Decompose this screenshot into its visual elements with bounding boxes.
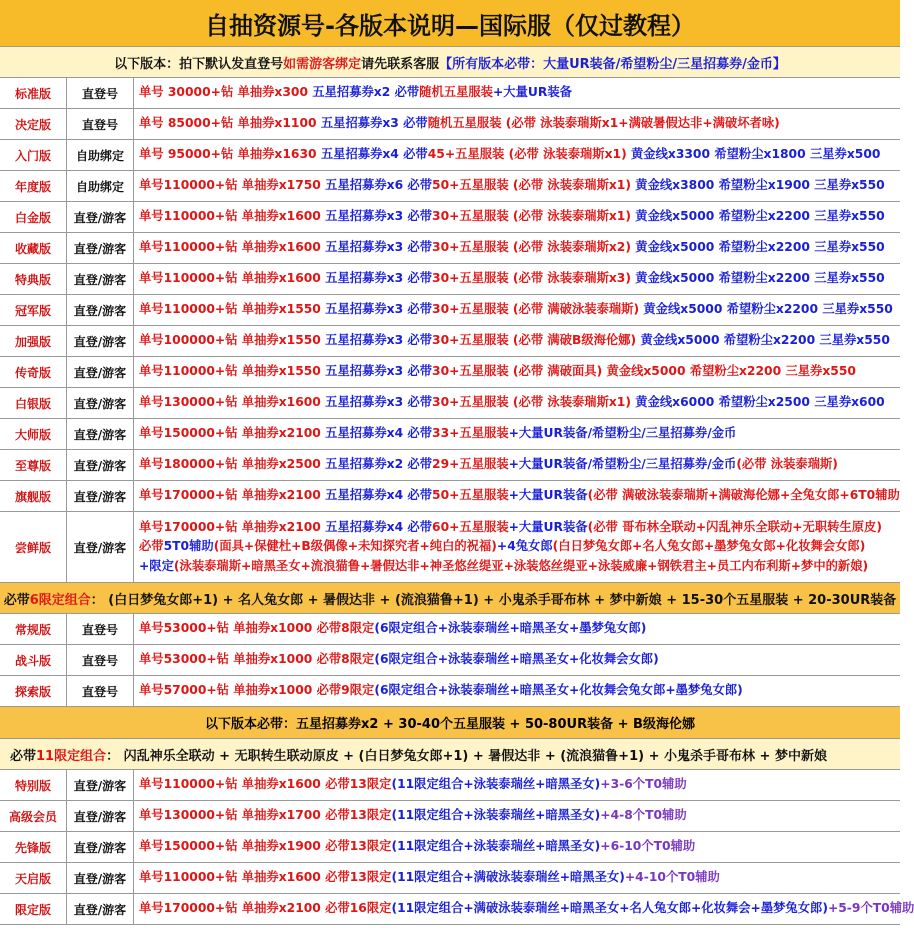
- version-row: [0, 512, 900, 583]
- version-name: 旗舰版: [0, 481, 67, 511]
- version-description: [134, 419, 900, 449]
- text-segment: +4-8个T0辅助: [600, 808, 687, 823]
- text-segment: 单号150000+钻 单抽券x2100: [139, 426, 326, 441]
- version-name: 大师版: [0, 419, 67, 449]
- text-segment: 五星招募券x4 必带: [325, 488, 433, 503]
- text-segment: 50+五星服装 (必带 泳装泰瑞斯x1): [432, 178, 636, 193]
- text-segment: 五星招募券x3 必带: [325, 209, 433, 224]
- version-row: [0, 109, 900, 140]
- text-segment: (白日梦兔女郎+名人兔女郎+墨梦兔女郎+化妆舞会女郎): [552, 539, 866, 554]
- version-description: [134, 140, 900, 170]
- account-type: 直登/游客: [67, 770, 134, 800]
- version-name: 天启版: [0, 863, 67, 893]
- text-segment: 单号100000+钻 单抽券x1550: [139, 333, 326, 348]
- description-line: [139, 619, 900, 639]
- account-type: 直登/游客: [67, 202, 134, 232]
- description-line: [139, 83, 900, 103]
- text-segment: 30+五星服装 (必带 满破面具): [432, 364, 607, 379]
- text-segment: 50+五星服装: [432, 488, 509, 503]
- description-line: [139, 455, 900, 475]
- account-type: 直登/游客: [67, 388, 134, 418]
- version-table-limited: [0, 614, 900, 707]
- version-description: [134, 78, 900, 108]
- text-segment: 30+五星服装 (必带 满破泳装泰瑞斯): [432, 302, 644, 317]
- version-row: [0, 645, 900, 676]
- version-description: [134, 388, 900, 418]
- version-row: [0, 388, 900, 419]
- text-segment: +大量UR装备: [492, 85, 572, 100]
- description-line: [139, 868, 900, 888]
- account-type: 直登/游客: [67, 357, 134, 387]
- text-segment: 单号57000+钻 单抽券x1000 必带9限定: [139, 683, 375, 698]
- text-segment: 单号150000+钻 单抽券x1900 必带13限定: [139, 839, 392, 854]
- text-segment: +4-10个T0辅助: [624, 870, 720, 885]
- account-type: 直登/游客: [67, 450, 134, 480]
- version-description: [134, 645, 900, 675]
- text-segment: 单号110000+钻 单抽券x1550: [139, 302, 326, 317]
- version-name: 传奇版: [0, 357, 67, 387]
- text-segment: 单号110000+钻 单抽券x1600: [139, 209, 326, 224]
- account-type: 直登/游客: [67, 832, 134, 862]
- text-segment: (11限定组合+满破泳装泰瑞丝+暗黑圣女): [391, 870, 625, 885]
- version-description: [134, 801, 900, 831]
- text-segment: 必带: [3, 592, 30, 608]
- description-line: [139, 518, 900, 538]
- text-segment: 五星招募券x3 必带: [325, 302, 433, 317]
- version-row: [0, 140, 900, 171]
- version-description: [134, 450, 900, 480]
- text-segment: 33+五星服装: [432, 426, 509, 441]
- account-type: 直登/游客: [67, 264, 134, 294]
- description-line: [139, 899, 914, 919]
- version-name: 年度版: [0, 171, 67, 201]
- account-type: 直登/游客: [67, 863, 134, 893]
- text-segment: 五星招募券x3 必带: [325, 271, 433, 286]
- text-segment: 单号170000+钻 单抽券x2100 必带16限定: [139, 901, 392, 916]
- text-segment: 单号110000+钻 单抽券x1550: [139, 364, 326, 379]
- version-name: 标准版: [0, 78, 67, 108]
- version-row: [0, 419, 900, 450]
- text-segment: (11限定组合+泳装泰瑞丝+暗黑圣女): [391, 777, 601, 792]
- description-line: [139, 537, 900, 557]
- version-description: [134, 264, 900, 294]
- version-description: [134, 171, 900, 201]
- version-name: 至尊版: [0, 450, 67, 480]
- version-row: [0, 78, 900, 109]
- text-segment: 30+五星服装 (必带 泳装泰瑞斯x1): [432, 209, 636, 224]
- text-segment: 以下版本：拍下默认发直登号: [114, 56, 284, 72]
- account-type: 自助绑定: [67, 171, 134, 201]
- text-segment: 五星招募券x6 必带: [325, 178, 433, 193]
- version-description: [134, 233, 900, 263]
- version-name: 入门版: [0, 140, 67, 170]
- text-segment: 单号130000+钻 单抽券x1600: [139, 395, 326, 410]
- text-segment: 五星招募券x4 必带: [325, 426, 433, 441]
- version-row: [0, 894, 914, 925]
- text-segment: 必带: [10, 748, 37, 764]
- text-segment: 单号170000+钻 单抽券x2100: [139, 488, 326, 503]
- text-segment: 30+五星服装 (必带 泳装泰瑞斯x3): [432, 271, 636, 286]
- combo6-notice: [0, 583, 900, 614]
- version-name: 高级会员: [0, 801, 67, 831]
- text-segment: (泳装泰瑞斯+暗黑圣女+流浪猫鲁+暑假达非+神圣悠丝缇亚+泳装悠丝缇亚+泳装威廉+钢铁君主+员工内布利斯+梦中的新娘): [173, 558, 869, 573]
- text-segment: (11限定组合+满破泳装泰瑞丝+暗黑圣女+名人兔女郎+化妆舞会+墨梦兔女郎): [391, 901, 828, 916]
- version-description: [134, 894, 914, 924]
- version-description: [134, 357, 900, 387]
- version-name: 冠军版: [0, 295, 67, 325]
- version-row: [0, 295, 900, 326]
- text-segment: 五星招募券x3 必带: [325, 240, 433, 255]
- version-row: [0, 863, 900, 894]
- account-type: 直登/游客: [67, 326, 134, 356]
- account-type: 直登号: [67, 109, 134, 139]
- version-name: 白金版: [0, 202, 67, 232]
- version-row: [0, 233, 900, 264]
- text-segment: 如需游客绑定: [283, 56, 362, 72]
- version-description: [134, 676, 900, 706]
- text-segment: 黄金线x5000 希望粉尘x2200 三星券x550: [606, 364, 856, 379]
- version-description: [134, 326, 900, 356]
- account-type: 直登/游客: [67, 801, 134, 831]
- text-segment: 单号110000+钻 单抽券x1600 必带13限定: [139, 777, 392, 792]
- version-name: 白银版: [0, 388, 67, 418]
- text-segment: +大量UR装备/希望粉尘/三星招募券/金币: [508, 426, 737, 441]
- description-line: [139, 393, 900, 413]
- version-name: 探索版: [0, 676, 67, 706]
- text-segment: 单号 85000+钻 单抽券x1100: [139, 116, 321, 131]
- text-segment: 随机五星服装: [419, 85, 493, 100]
- version-name: 战斗版: [0, 645, 67, 675]
- version-name: 常规版: [0, 614, 67, 644]
- text-segment: 【所有版本必带：大量UR装备/希望粉尘/三星招募券/金币】: [439, 56, 786, 72]
- account-type: 直登号: [67, 614, 134, 644]
- description-line: [139, 238, 900, 258]
- version-row: [0, 264, 900, 295]
- version-name: 收藏版: [0, 233, 67, 263]
- description-line: [139, 775, 900, 795]
- notice-top: [0, 47, 900, 78]
- notice-mid: 以下版本必带：五星招募券x2 + 30-40个五星服装 + 50-80UR装备 + B级海伦娜: [0, 707, 900, 739]
- account-type: 直登号: [67, 645, 134, 675]
- description-line: [139, 176, 900, 196]
- text-segment: 黄金线x5000 希望粉尘x2200 三星券x550: [635, 271, 885, 286]
- text-segment: +4兔女郎: [496, 539, 553, 554]
- version-row: [0, 326, 900, 357]
- text-segment: (11限定组合+泳装泰瑞丝+暗黑圣女): [391, 808, 601, 823]
- text-segment: 单号170000+钻 单抽券x2100: [139, 519, 326, 534]
- text-segment: 黄金线x5000 希望粉尘x2200 三星券x550: [643, 302, 893, 317]
- text-segment: 五星招募券x2 必带: [312, 85, 420, 100]
- version-description: [134, 614, 900, 644]
- version-description: [134, 202, 900, 232]
- text-segment: +3-6个T0辅助: [600, 777, 687, 792]
- description-line: [139, 650, 900, 670]
- description-line: [139, 424, 900, 444]
- version-row: [0, 481, 900, 512]
- version-description: [134, 863, 900, 893]
- text-segment: (6限定组合+泳装泰瑞丝+暗黑圣女+化妆舞会女郎): [374, 652, 659, 667]
- text-segment: 6限定组合: [29, 592, 91, 608]
- account-type: 直登/游客: [67, 233, 134, 263]
- text-segment: 60+五星服装: [432, 519, 509, 534]
- text-segment: (面具+保健杜+B级偶像+未知探究者+纯白的祝福): [213, 539, 497, 554]
- version-row: [0, 450, 900, 481]
- text-segment: 5T0辅助: [163, 539, 214, 554]
- page-title: 自抽资源号-各版本说明—国际服（仅过教程）: [0, 0, 900, 47]
- account-type: 直登/游客: [67, 894, 134, 924]
- version-row: [0, 357, 900, 388]
- text-segment: 黄金线x3300 希望粉尘x1800 三星券x500: [631, 147, 881, 162]
- account-type: 直登/游客: [67, 512, 134, 582]
- text-segment: 单号130000+钻 单抽券x1700 必带13限定: [139, 808, 392, 823]
- text-segment: 必带: [139, 539, 164, 554]
- text-segment: 45+五星服装 (必带 泳装泰瑞斯x1): [427, 147, 631, 162]
- account-type: 直登号: [67, 676, 134, 706]
- description-line: [139, 486, 900, 506]
- text-segment: (必带 哥布林全联动+闪乱神乐全联动+无职转生原皮): [587, 519, 882, 534]
- version-name: 尝鲜版: [0, 512, 67, 582]
- text-segment: 五星招募券x4 必带: [325, 519, 433, 534]
- version-name: 特典版: [0, 264, 67, 294]
- text-segment: 11限定组合: [36, 748, 107, 764]
- combo11-notice: [0, 739, 900, 770]
- version-description: [134, 770, 900, 800]
- text-segment: ： (白日梦兔女郎+1) + 名人兔女郎 + 暑假达非 + (流浪猫鲁+1) + 小鬼杀手哥布林 + 梦中新娘 + 15-30个五星服装 + 20-30UR装备: [90, 592, 897, 608]
- description-line: [139, 145, 900, 165]
- account-type: 自助绑定: [67, 140, 134, 170]
- account-type: 直登/游客: [67, 481, 134, 511]
- version-name: 加强版: [0, 326, 67, 356]
- version-description: [134, 295, 900, 325]
- version-name: 限定版: [0, 894, 67, 924]
- text-segment: 五星招募券x3 必带: [325, 333, 433, 348]
- description-line: [139, 207, 900, 227]
- version-row: [0, 801, 900, 832]
- account-type: 直登号: [67, 78, 134, 108]
- text-segment: 单号53000+钻 单抽券x1000 必带8限定: [139, 621, 375, 636]
- account-type: 直登/游客: [67, 419, 134, 449]
- text-segment: 五星招募券x2 必带: [325, 457, 433, 472]
- text-segment: 五星招募券x3 必带: [325, 364, 433, 379]
- text-segment: 单号110000+钻 单抽券x1600: [139, 240, 326, 255]
- text-segment: 单号110000+钻 单抽券x1600: [139, 271, 326, 286]
- text-segment: 单号 95000+钻 单抽券x1630: [139, 147, 321, 162]
- version-row: [0, 770, 900, 801]
- description-line: [139, 114, 900, 134]
- text-segment: (6限定组合+泳装泰瑞丝+暗黑圣女+墨梦兔女郎): [374, 621, 647, 636]
- text-segment: 随机五星服装 (必带 泳装泰瑞斯x1+满破暑假达非+满破坏者咏): [427, 116, 780, 131]
- version-row: [0, 614, 900, 645]
- text-segment: 五星招募券x4 必带: [320, 147, 428, 162]
- version-row: [0, 171, 900, 202]
- text-segment: 单号 30000+钻 单抽券x300: [139, 85, 313, 100]
- text-segment: (11限定组合+泳装泰瑞丝+暗黑圣女): [391, 839, 601, 854]
- version-name: 决定版: [0, 109, 67, 139]
- text-segment: 黄金线x5000 希望粉尘x2200 三星券x550: [635, 209, 885, 224]
- description-line: [139, 300, 900, 320]
- text-segment: 黄金线x5000 希望粉尘x2200 三星券x550: [640, 333, 890, 348]
- version-name: 先锋版: [0, 832, 67, 862]
- description-line: [139, 331, 900, 351]
- version-row: [0, 202, 900, 233]
- text-segment: 单号53000+钻 单抽券x1000 必带8限定: [139, 652, 375, 667]
- description-line: [139, 837, 900, 857]
- version-description: [134, 512, 900, 582]
- description-line: [139, 681, 900, 701]
- text-segment: 单号110000+钻 单抽券x1600 必带13限定: [139, 870, 392, 885]
- text-segment: +大量UR装备/希望粉尘/三星招募券/金币: [508, 457, 737, 472]
- text-segment: 黄金线x5000 希望粉尘x2200 三星券x550: [635, 240, 885, 255]
- text-segment: +大量UR装备: [508, 519, 588, 534]
- description-line: [139, 269, 900, 289]
- text-segment: 30+五星服装 (必带 满破B级海伦娜): [432, 333, 641, 348]
- text-segment: +6-10个T0辅助: [600, 839, 696, 854]
- text-segment: 黄金线x3800 希望粉尘x1900 三星券x550: [635, 178, 885, 193]
- version-description: [134, 481, 900, 511]
- text-segment: +限定: [139, 558, 174, 573]
- account-type: 直登/游客: [67, 295, 134, 325]
- text-segment: 30+五星服装 (必带 泳装泰瑞斯x2): [432, 240, 636, 255]
- text-segment: 请先联系客服: [361, 56, 440, 72]
- version-table-premium: [0, 770, 914, 925]
- description-line: [139, 806, 900, 826]
- text-segment: 黄金线x6000 希望粉尘x2500 三星券x600: [635, 395, 885, 410]
- text-segment: ： 闪乱神乐全联动 + 无职转生联动原皮 + (白日梦兔女郎+1) + 暑假达非 + (流浪猫鲁+1) + 小鬼杀手哥布林 + 梦中新娘: [106, 748, 827, 764]
- version-description: [134, 109, 900, 139]
- text-segment: 单号110000+钻 单抽券x1750: [139, 178, 326, 193]
- text-segment: 30+五星服装 (必带 泳装泰瑞斯x1): [432, 395, 636, 410]
- text-segment: 29+五星服装: [432, 457, 509, 472]
- version-name: 特别版: [0, 770, 67, 800]
- text-segment: (必带 泳装泰瑞斯): [736, 457, 838, 472]
- text-segment: 单号180000+钻 单抽券x2500: [139, 457, 326, 472]
- version-description: [134, 832, 900, 862]
- text-segment: (必带 满破泳装泰瑞斯+满破海伦娜+全兔女郎+6T0辅助: [587, 488, 900, 503]
- text-segment: 五星招募券x3 必带: [320, 116, 428, 131]
- version-table-main: [0, 78, 900, 583]
- description-line: [139, 557, 900, 577]
- text-segment: (6限定组合+泳装泰瑞丝+暗黑圣女+化妆舞会兔女郎+墨梦兔女郎): [374, 683, 743, 698]
- text-segment: +大量UR装备: [508, 488, 588, 503]
- version-row: [0, 676, 900, 707]
- description-line: [139, 362, 900, 382]
- version-row: [0, 832, 900, 863]
- text-segment: 五星招募券x3 必带: [325, 395, 433, 410]
- text-segment: +5-9个T0辅助: [827, 901, 914, 916]
